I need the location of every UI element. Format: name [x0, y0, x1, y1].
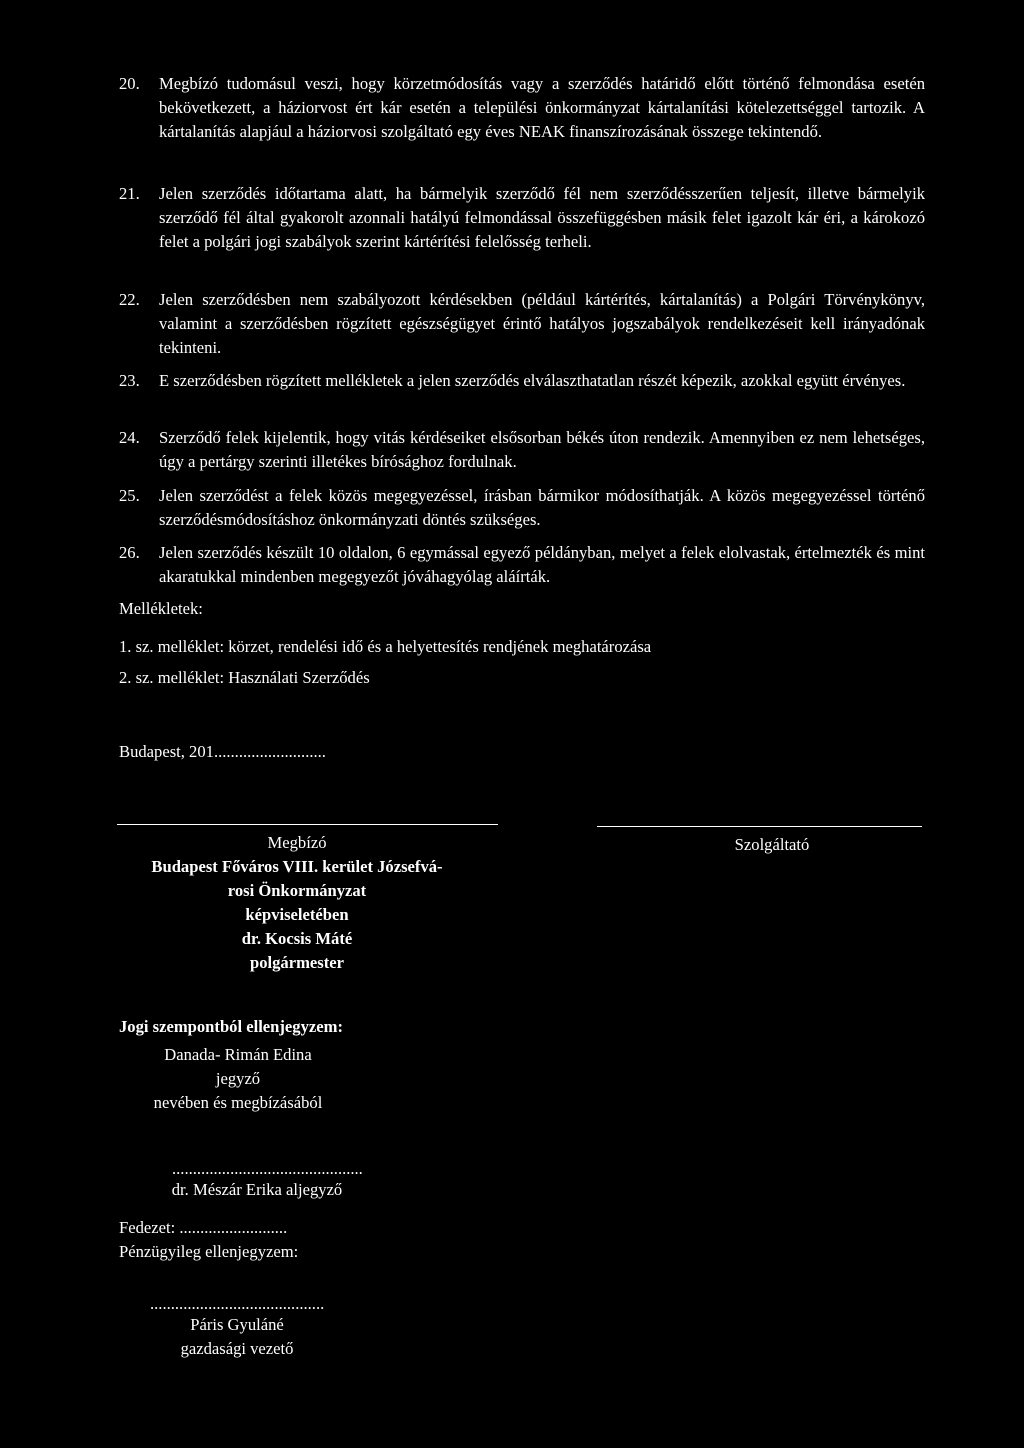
- principal-line-4: dr. Kocsis Máté: [241, 929, 353, 948]
- financial-officer: [137, 1313, 337, 1361]
- deputy-notary: dr. Mészár Erika aljegyző: [171, 1180, 343, 1199]
- clause-number: 22.: [119, 290, 140, 309]
- clause-22: [119, 288, 925, 360]
- clause-text: Szerződő felek kijelentik, hogy vitás kérdéseiket elsősorban békés úton rendezik. Amennyiben ez nem lehetséges, úgy a pertárgy szerinti illetékes bírósághoz fordulnak.: [159, 428, 925, 471]
- countersign-dots: ..............................................: [172, 1159, 363, 1178]
- financial-countersign: Pénzügyileg ellenjegyzem:: [119, 1242, 299, 1261]
- clause-20: [119, 72, 925, 144]
- countersign-name: Danada- Rimán Edina: [164, 1045, 312, 1064]
- clause-text: Jelen szerződést a felek közös megegyezéssel, írásban bármikor módosíthatják. A közös megegyezéssel történő szerződésmódosításhoz önkormányzati döntés szükséges.: [159, 486, 925, 529]
- fedezet-line: Fedezet: ..........................: [119, 1218, 288, 1237]
- attachments-heading: Mellékletek:: [119, 599, 203, 618]
- countersign-mandate: nevében és megbízásából: [153, 1093, 323, 1112]
- countersign-block: [128, 1043, 348, 1115]
- principal-line-3: képviseletében: [245, 905, 349, 924]
- principal-signature-block: [147, 831, 447, 975]
- clause-text: Megbízó tudomásul veszi, hogy körzetmódosítás vagy a szerződés határidő előtt történő felmondása esetén bekövetkezett, a háziorvost ért kár esetén a települési önkormányzat kártalanítási kötelezettséggel tartozik. A kártalanítás alapjául a háziorvosi szolgáltató egy éves NEAK finanszírozásának összege tekintendő.: [159, 74, 925, 141]
- signature-line-right: [597, 826, 922, 827]
- signature-line-left: [117, 824, 498, 825]
- principal-role: Megbízó: [267, 833, 327, 852]
- principal-line-2: rosi Önkormányzat: [227, 881, 367, 900]
- clause-text: Jelen szerződésben nem szabályozott kérdésekben (például kártérítés, kártalanítás) a Polgári Törvénykönyv, valamint a szerződésben rögzített egészségügyet érintő hatályos jogszabályok rendelkezéseit kell irányadónak tekinteni.: [159, 290, 925, 357]
- clause-text: Jelen szerződés időtartama alatt, ha bármelyik szerződő fél nem szerződésszerűen teljesít, illetve bármelyik szerződő fél által gyakorolt azonnali hatályú felmondással összefüggésben másik felet igazolt kár éri, a károkozó felet a polgári jogi szabályok szerint kártérítési felelősség terheli.: [159, 184, 925, 251]
- place-date: Budapest, 201...........................: [119, 742, 326, 761]
- principal-line-5: polgármester: [250, 953, 344, 972]
- countersign-heading: Jogi szempontból ellenjegyzem:: [119, 1017, 343, 1036]
- countersign-title: jegyző: [215, 1069, 261, 1088]
- clause-21: [119, 182, 925, 254]
- attachment-item-2: 2. sz. melléklet: Használati Szerződés: [119, 668, 370, 687]
- financial-dots: ..........................................: [150, 1294, 325, 1313]
- financial-officer-name: Páris Gyuláné: [190, 1315, 284, 1334]
- clause-number: 24.: [119, 428, 140, 447]
- clause-number: 21.: [119, 184, 140, 203]
- principal-line-1: Budapest Főváros VIII. kerület Józsefvá-: [151, 857, 443, 876]
- clause-number: 20.: [119, 74, 140, 93]
- clause-text: E szerződésben rögzített mellékletek a jelen szerződés elválaszthatatlan részét képezik, azokkal együtt érvényes.: [159, 371, 906, 390]
- clause-25: [119, 484, 925, 532]
- clause-number: 25.: [119, 486, 140, 505]
- clause-24: [119, 426, 925, 474]
- clause-26: [119, 541, 925, 589]
- clause-text: Jelen szerződés készült 10 oldalon, 6 egymással egyező példányban, melyet a felek elolvastak, értelmezték és mint akaratukkal mindenben megegyezőt jóváhagyólag aláírták.: [159, 543, 925, 586]
- clause-number: 23.: [119, 371, 140, 390]
- financial-officer-title: gazdasági vezető: [180, 1339, 294, 1358]
- clause-number: 26.: [119, 543, 140, 562]
- attachment-item-1: 1. sz. melléklet: körzet, rendelési idő és a helyettesítés rendjének meghatározása: [119, 637, 652, 656]
- provider-role: Szolgáltató: [734, 835, 810, 854]
- clause-23: [119, 369, 925, 393]
